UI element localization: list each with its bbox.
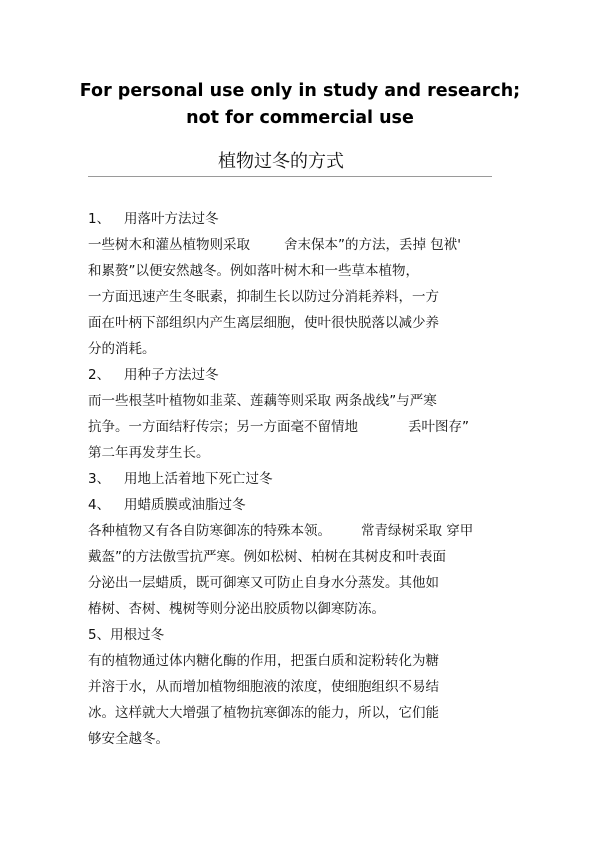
paragraph-line: 一方面迅速产生冬眠素，抑制生长以防过分消耗养料，一方 <box>88 289 439 305</box>
copyright-banner <box>0 78 600 132</box>
paragraph-line: 分的消耗。 <box>88 341 156 357</box>
section-heading-1 <box>88 206 508 232</box>
document-title: 植物过冬的方式 <box>218 151 344 172</box>
document-body <box>88 206 508 752</box>
paragraph-line: 第二年再发芽生长。 <box>88 445 210 461</box>
section-number: 4、 <box>88 497 111 513</box>
paragraph-line: 戴盔”的方法傲雪抗严寒。例如松树、柏树在其树皮和叶表面 <box>88 549 446 565</box>
paragraph-line: 各种植物又有各自防寒御冻的特殊本领。 常青绿树采取 穿甲 <box>88 523 474 539</box>
section-heading-text: 用蜡质膜或油脂过冬 <box>124 497 246 513</box>
section-heading-4 <box>88 492 508 518</box>
section-heading-5 <box>88 622 508 648</box>
paragraph-line: 椿树、杏树、槐树等则分泌出胶质物以御寒防冻。 <box>88 601 385 617</box>
section-heading-text: 用落叶方法过冬 <box>124 211 219 227</box>
paragraph-line: 和累赘”以便安然越冬。例如落叶树木和一些草本植物， <box>88 263 419 279</box>
paragraph-line: 而一些根茎叶植物如韭菜、莲藕等则采取 两条战线”与严寒 <box>88 393 437 409</box>
paragraph-line: 面在叶柄下部组织内产生离层细胞，使叶很快脱落以减少养 <box>88 315 439 331</box>
section-heading-text: 用地上活着地下死亡过冬 <box>124 471 273 487</box>
section-heading-2 <box>88 362 508 388</box>
paragraph-line: 有的植物通过体内糖化酶的作用，把蛋白质和淀粉转化为糖 <box>88 653 439 669</box>
paragraph-line: 分泌出一层蜡质，既可御寒又可防止自身水分蒸发。其他如 <box>88 575 439 591</box>
paragraph-line: 一些树木和灌丛植物则采取 舍末保本”的方法，丢掉 包袱' <box>88 237 461 253</box>
paragraph-line: 够安全越冬。 <box>88 731 169 747</box>
paragraph-line: 冰。这样就大大增强了植物抗寒御冻的能力，所以，它们能 <box>88 705 439 721</box>
section-number: 1、 <box>88 211 111 227</box>
paragraph-line: 并溶于水，从而增加植物细胞液的浓度，使细胞组织不易结 <box>88 679 439 695</box>
section-heading-3 <box>88 466 508 492</box>
section-number: 5、 <box>88 627 111 643</box>
section-number: 3、 <box>88 471 111 487</box>
document-title-underline <box>88 150 492 177</box>
banner-line-2: not for commercial use <box>186 108 414 128</box>
section-heading-text: 用种子方法过冬 <box>124 367 219 383</box>
banner-line-1: For personal use only in study and research; <box>79 81 521 101</box>
section-heading-text: 用根过冬 <box>110 627 165 643</box>
section-number: 2、 <box>88 367 111 383</box>
paragraph-line: 抗争。一方面结籽传宗；另一方面毫不留情地 丢叶图存” <box>88 419 469 435</box>
